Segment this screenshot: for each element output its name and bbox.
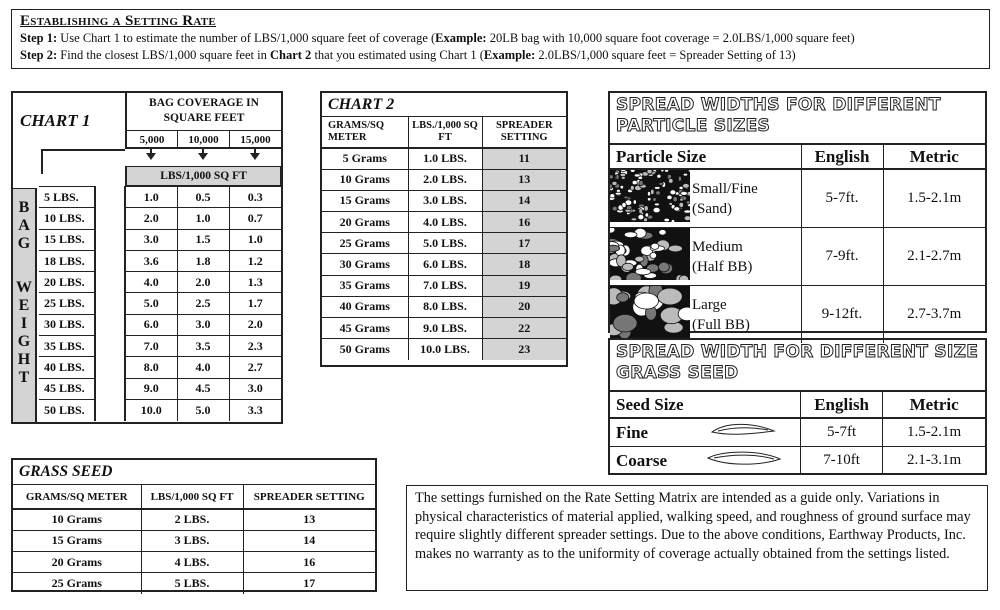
rate-cell: 2.3 [229,336,281,357]
step-2-text-a: Find the closest LBS/1,000 square feet in [57,48,270,62]
coarse-seed-icon [704,448,784,468]
chart-1-connector-vertical [41,149,43,174]
bag-weight-cell: 5 LBS. [39,187,95,208]
rate-cell: 7.0 [125,336,177,357]
table-row [322,148,566,169]
grams-cell: 15 Grams [13,530,141,551]
table-row [39,250,281,271]
particle-size-cell [690,286,801,344]
setting-cell: 14 [243,530,375,551]
particle-spread-title: SPREAD WIDTHS FOR DIFFERENT PARTICLE SIZES [610,93,985,145]
bag-weight-letter: B [18,199,30,216]
particle-image-cell [610,169,690,228]
particle-size-note: (Half BB) [692,258,753,275]
grams-cell: 45 Grams [322,318,408,339]
table-row [610,228,985,286]
lbs-cell: 5 LBS. [141,573,243,594]
bag-weight-vertical-label [13,188,37,422]
setting-cell: 16 [482,212,566,233]
table-row [322,296,566,317]
bag-weight-cell: 30 LBS. [39,314,95,335]
grams-cell: 30 Grams [322,254,408,275]
setting-cell: 11 [482,148,566,169]
table-row [322,318,566,339]
grass-header-setting: SPREADER SETTING [243,485,375,509]
lbs-cell: 2.0 LBS. [408,169,482,190]
table-row [610,447,985,475]
chart-1 [11,91,283,424]
chart-2-table [322,117,566,360]
rate-cell: 1.0 [125,187,177,208]
particle-size-cell [690,228,801,286]
step-1-label: Step 1: [20,31,58,45]
grass-seed-spread-body [610,418,985,474]
rate-cell: 3.5 [177,336,229,357]
bag-weight-letter: G [17,333,31,350]
spacer-cell [95,208,125,229]
rate-cell: 3.6 [125,250,177,271]
particle-image-cell [610,228,690,286]
spacer-cell [95,272,125,293]
table-row [13,530,375,551]
grass-header-lbs: LBS/1,000 SQ FT [141,485,243,509]
bag-weight-letter: E [18,297,30,314]
seed-header-english: English [801,392,883,418]
table-row [39,293,281,314]
table-row [13,509,375,530]
spacer-cell [95,187,125,208]
setting-cell: 23 [482,339,566,360]
bag-weight-letter: W [16,279,32,296]
grams-cell: 40 Grams [322,296,408,317]
fine-seed-icon [704,420,784,440]
grass-seed-spread-table [610,392,985,474]
rate-cell: 3.3 [229,399,281,420]
seed-size-cell: Coarse [616,450,667,470]
grass-seed-chart [11,458,377,592]
metric-width-cell: 2.7-3.7m [883,286,985,344]
lbs-cell: 4.0 LBS. [408,212,482,233]
grass-seed-table [13,485,375,594]
metric-width-cell: 2.1-3.1m [883,447,985,475]
spacer-cell [95,250,125,271]
table-row [322,233,566,254]
table-row [39,314,281,335]
lbs-cell: 3 LBS. [141,530,243,551]
lbs-cell: 1.0 LBS. [408,148,482,169]
bag-weight-cell: 10 LBS. [39,208,95,229]
table-row [13,573,375,594]
english-width-cell: 5-7ft. [801,169,883,228]
rate-cell: 2.5 [177,293,229,314]
particle-size-cell [690,169,801,228]
bag-weight-letter: G [17,235,31,252]
grams-cell: 20 Grams [13,552,141,573]
bag-weight-cell: 40 LBS. [39,357,95,378]
chart-2 [320,91,568,367]
setting-cell: 22 [482,318,566,339]
step-1-example-label: Example: [435,31,487,45]
disclaimer: The settings furnished on the Rate Setting Matrix are intended as a guide only. Variations in physical characteristics of material applied, walking speed, and roughness of ground surface may require slightly different spreader settings. Due to the above conditions, Earthway Products, Inc. makes no warranty as to the uniformity of coverage actually obtained from the settings listed. [406,485,988,591]
table-row [39,357,281,378]
sand-particles-icon [610,170,690,222]
step-1-text-b: 20LB bag with 10,000 square foot coverage = 2.0LBS/1,000 square feet) [486,31,855,45]
instructions-box [11,9,990,69]
instructions-title: Establishing a Setting Rate [20,13,217,29]
chart-1-table [39,186,281,421]
english-width-cell: 9-12ft. [801,286,883,344]
grams-cell: 15 Grams [322,190,408,211]
grams-cell: 25 Grams [322,233,408,254]
particle-header-metric: Metric [883,145,985,169]
rate-cell: 4.0 [125,272,177,293]
coverage-col-15000: 15,000 [229,131,281,149]
rate-cell: 0.7 [229,208,281,229]
bag-weight-letter: I [20,315,28,332]
rate-cell: 2.0 [229,314,281,335]
grams-cell: 50 Grams [322,339,408,360]
rate-cell: 6.0 [125,314,177,335]
grams-cell: 25 Grams [13,573,141,594]
step-1-text-a: Use Chart 1 to estimate the number of LBS/1,000 square feet of coverage ( [57,31,436,45]
step-1-line [20,30,981,47]
lbs-cell: 8.0 LBS. [408,296,482,317]
metric-width-cell: 1.5-2.1m [883,169,985,228]
table-row [610,418,985,447]
bag-weight-cell: 35 LBS. [39,336,95,357]
rate-cell: 10.0 [125,399,177,420]
coverage-header: BAG COVERAGE IN SQUARE FEET [125,93,281,131]
grams-cell: 10 Grams [322,169,408,190]
particle-image-cell [610,286,690,344]
step-2-chart-ref: Chart 2 [269,48,312,62]
step-2-example-label: Example: [483,48,536,62]
bag-weight-cell: 25 LBS. [39,293,95,314]
particle-size-note: (Full BB) [692,316,750,333]
rate-cell: 1.2 [229,250,281,271]
table-row [39,399,281,420]
chart-1-title: CHART 1 [20,111,91,130]
setting-cell: 18 [482,254,566,275]
lbs-cell: 2 LBS. [141,509,243,530]
full-bb-particles-icon [610,286,690,338]
seed-header-size: Seed Size [610,392,801,418]
particle-spread-widths [608,91,987,333]
table-row [322,254,566,275]
particle-header-size: Particle Size [610,145,801,169]
rate-cell: 3.0 [125,229,177,250]
rate-cell: 5.0 [177,399,229,420]
table-row [322,169,566,190]
setting-cell: 13 [243,509,375,530]
seed-header-metric: Metric [883,392,985,418]
table-row [39,208,281,229]
spacer-cell [95,399,125,420]
spacer-cell [95,293,125,314]
step-2-text-b: that you estimated using Chart 1 ( [311,48,484,62]
table-row [39,187,281,208]
bag-weight-cell: 50 LBS. [39,399,95,420]
coverage-col-10000: 10,000 [177,131,229,149]
bag-weight-cell: 15 LBS. [39,229,95,250]
bag-weight-cell: 45 LBS. [39,378,95,399]
seed-image-cell [688,447,800,475]
bag-weight-letter: T [18,369,30,386]
grass-seed-body [13,509,375,594]
seed-image-cell [688,418,800,447]
setting-cell: 17 [482,233,566,254]
rate-cell: 1.5 [177,229,229,250]
rate-cell: 1.8 [177,250,229,271]
down-arrow-icon [146,153,156,160]
table-row [39,229,281,250]
down-arrow-icon [198,153,208,160]
setting-cell: 13 [482,169,566,190]
seed-size-cell: Fine [610,418,688,447]
down-arrow-icon [250,153,260,160]
lbs-cell: 3.0 LBS. [408,190,482,211]
lbs-cell: 9.0 LBS. [408,318,482,339]
table-row [610,286,985,344]
table-row [13,552,375,573]
grass-seed-spread-widths [608,338,987,475]
rate-cell: 3.0 [229,378,281,399]
setting-cell: 14 [482,190,566,211]
grams-cell: 5 Grams [322,148,408,169]
english-width-cell: 7-9ft. [801,228,883,286]
rate-cell: 2.0 [125,208,177,229]
lbs-cell: 6.0 LBS. [408,254,482,275]
rate-cell: 2.0 [177,272,229,293]
half-bb-particles-icon [610,228,690,280]
chart-2-header-setting: SPREADER SETTING [482,117,566,148]
rate-cell: 1.0 [229,229,281,250]
lbs-cell: 5.0 LBS. [408,233,482,254]
table-row [610,169,985,228]
table-row [322,190,566,211]
chart-1-body [39,187,281,421]
rate-cell: 0.5 [177,187,229,208]
step-2-line [20,47,981,64]
spacer-cell [95,314,125,335]
rate-cell: 8.0 [125,357,177,378]
particle-spread-table [610,145,985,343]
step-2-label: Step 2: [20,48,58,62]
grams-cell: 20 Grams [322,212,408,233]
particle-size-note: (Sand) [692,200,732,217]
table-row [322,212,566,233]
lbs-per-1000-header: LBS/1,000 SQ FT [125,166,281,186]
bag-weight-cell: 18 LBS. [39,250,95,271]
table-row [39,336,281,357]
particle-size-name: Large [692,296,727,313]
rate-cell: 4.0 [177,357,229,378]
lbs-cell: 10.0 LBS. [408,339,482,360]
metric-width-cell: 2.1-2.7m [883,228,985,286]
rate-cell: 1.0 [177,208,229,229]
rate-cell: 0.3 [229,187,281,208]
table-row [39,378,281,399]
rate-cell: 4.5 [177,378,229,399]
coverage-col-5000: 5,000 [125,131,177,149]
bag-weight-cell: 20 LBS. [39,272,95,293]
spacer-cell [95,378,125,399]
chart-2-body [322,148,566,360]
spacer-cell [95,336,125,357]
lbs-cell: 7.0 LBS. [408,275,482,296]
chart-2-header-grams: GRAMS/SQ METER [322,117,408,148]
step-2-text-c: 2.0LBS/1,000 square feet = Spreader Setting of 13) [535,48,796,62]
bag-weight-letter: H [17,351,31,368]
particle-size-name: Medium [692,238,743,255]
rate-cell: 9.0 [125,378,177,399]
chart-1-connector-horizontal [41,149,125,151]
grams-cell: 35 Grams [322,275,408,296]
rate-cell: 1.3 [229,272,281,293]
metric-width-cell: 1.5-2.1m [883,418,985,447]
chart-2-header-lbs: LBS./1,000 SQ FT [408,117,482,148]
rate-cell: 2.7 [229,357,281,378]
setting-cell: 16 [243,552,375,573]
bag-weight-letter: A [18,217,30,234]
setting-cell: 19 [482,275,566,296]
lbs-cell: 4 LBS. [141,552,243,573]
grass-seed-title: GRASS SEED [13,460,375,485]
grass-header-grams: GRAMS/SQ METER [13,485,141,509]
particle-header-english: English [801,145,883,169]
setting-cell: 17 [303,576,316,591]
particle-spread-body [610,169,985,343]
grams-cell: 10 Grams [13,509,141,530]
table-row [322,339,566,360]
table-row [39,272,281,293]
spacer-cell [95,229,125,250]
rate-cell: 1.7 [229,293,281,314]
grass-seed-spread-title: SPREAD WIDTH FOR DIFFERENT SIZE GRASS SEED [610,340,985,392]
rate-cell: 3.0 [177,314,229,335]
english-width-cell: 5-7ft [801,418,883,447]
spacer-cell [95,357,125,378]
english-width-cell: 7-10ft [801,447,883,475]
particle-size-name: Small/Fine [692,180,758,197]
setting-cell: 20 [482,296,566,317]
table-row [322,275,566,296]
chart-2-title: CHART 2 [322,93,566,117]
rate-cell: 5.0 [125,293,177,314]
